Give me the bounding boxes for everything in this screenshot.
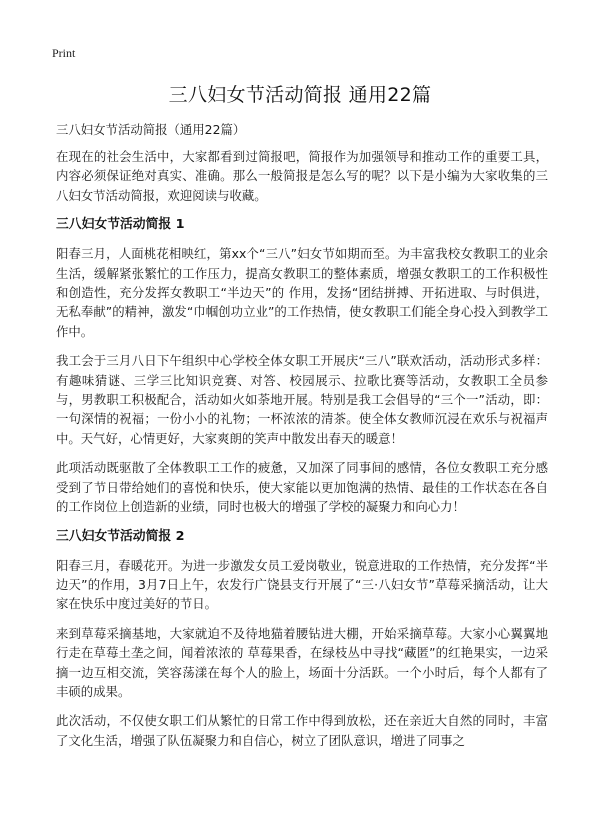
section-heading: 三八妇女节活动简报 1 — [56, 217, 185, 233]
section-heading: 三八妇女节活动简报 2 — [56, 528, 185, 544]
section-paragraph: 我工会于三月八日下午组织中心学校全体女职工开展庆“三八”联欢活动，活动形式多样：有趣味猜谜、三学三比知识竞赛、对答、校园展示、拉歌比赛等活动，女教职工全员参与，男教职工积极配合，活动如火如荼地开展。特别是我工会倡导的“三个一”活动，即：一句深情的祝福；一份小小的礼物；一杯浓浓的清茶。使全体女教师沉浸在欢乐与祝福声中。天气好，心情更好，大家爽朗的笑声中散发出春天的暖意！ — [56, 353, 548, 446]
section-paragraph: 来到草莓采摘基地，大家就迫不及待地猫着腰钻进大棚，开始采摘草莓。大家小心翼翼地行走在草莓土垄之间，闻着浓浓的 草莓果香，在绿枝丛中寻找“藏匿”的红艳果实，一边采摘一边互相交流，笑容荡漾在每个人的脸上，场面十分活跃。一个小时后，每个人都有了丰硕的成果。 — [56, 625, 548, 699]
document-title: 三八妇女节活动简报 通用22篇 — [168, 84, 432, 106]
document-subtitle: 三八妇女节活动简报（通用22篇） — [56, 122, 246, 137]
section-paragraph: 此项活动既驱散了全体教职工工作的疲惫，又加深了同事间的感情，各位女教职工充分感受到了节日带给她们的喜悦和快乐，使大家能以更加饱满的热情、最佳的工作状态在各自的工作岗位上创造新的业绩，同时也极大的增强了学校的凝聚力和向心力！ — [56, 460, 548, 515]
print-link[interactable]: Print — [52, 46, 76, 60]
section-paragraph: 阳春三月，春暖花开。为进一步激发女员工爱岗敬业，锐意进取的工作热情，充分发挥“半边天”的作用，3月7日上午，农发行广饶县支行开展了“三·八妇女节”草莓采摘活动，让大家在快乐中度过美好的节日。 — [56, 557, 548, 612]
section-paragraph: 阳春三月，人面桃花相映红，第xx个“三八”妇女节如期而至。为丰富我校女教职工的业余生活，缓解紧张繁忙的工作压力，提高女教职工的整体素质，增强女教职工的工作积极性和创造性，充分发挥女教职工“半边天”的 作用，发扬“团结拼搏、开拓进取、与时俱进，无私奉献”的精神，激发“巾帼创功立业”的工作热情，使女教职工们能全身心投入到教学工作中。 — [56, 246, 548, 339]
section-paragraph: 此次活动，不仅使女职工们从繁忙的日常工作中得到放松，还在亲近大自然的同时，丰富了文化生活，增强了队伍凝聚力和自信心，树立了团队意识，增进了同事之 — [56, 713, 548, 748]
document-body — [56, 120, 548, 760]
intro-paragraph: 在现在的社会生活中，大家都看到过简报吧，简报作为加强领导和推动工作的重要工具，内容必须保证绝对真实、准确。那么一般简报是怎么写的呢？以下是小编为大家收集的三八妇女节活动简报，欢迎阅读与收藏。 — [56, 149, 548, 203]
